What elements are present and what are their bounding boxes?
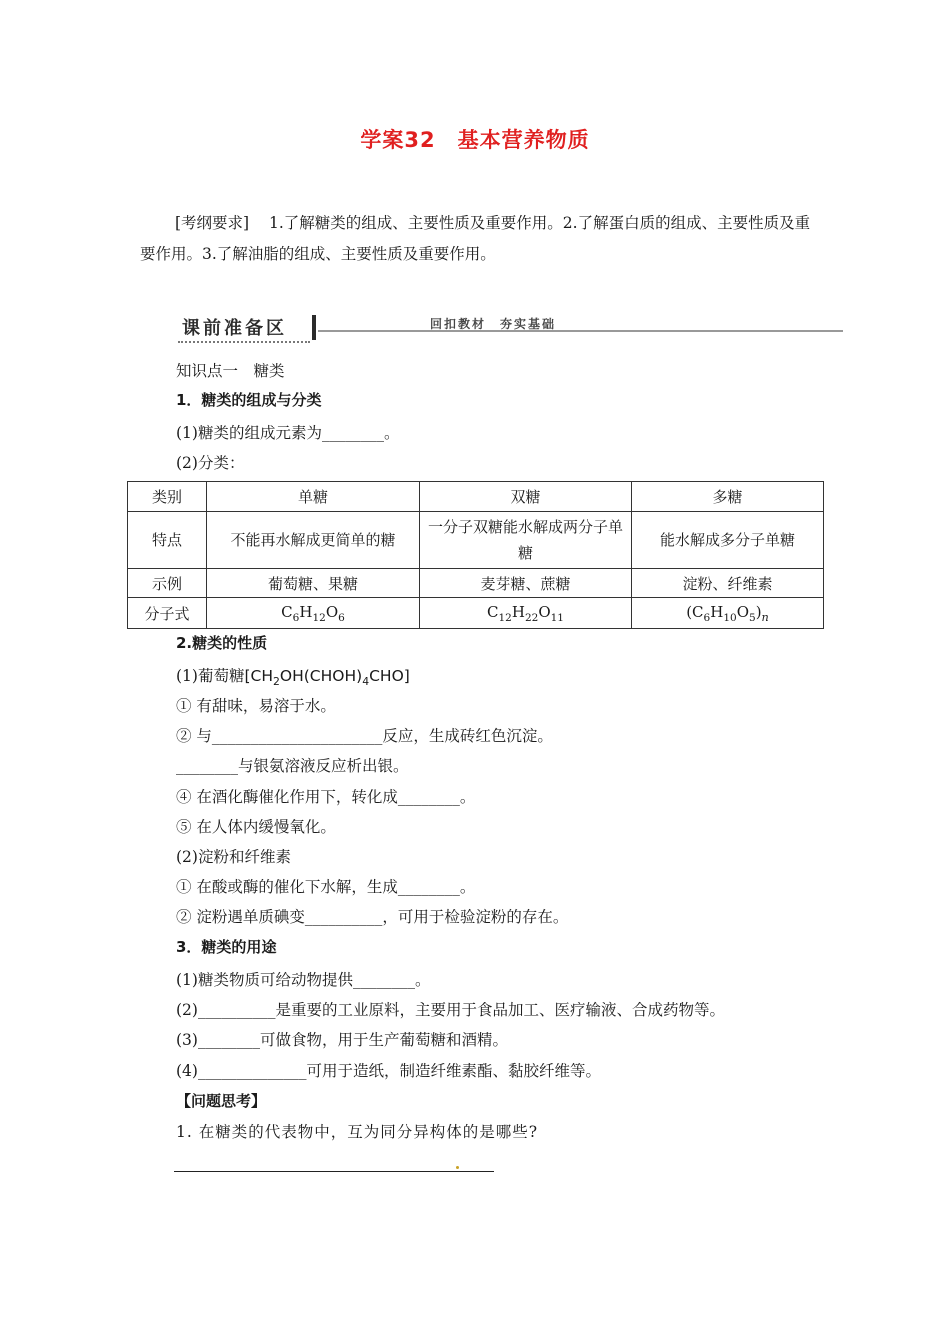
list-item: ⑤ 在人体内缓慢氧化。 [176, 818, 336, 836]
table-cell formula-cell: $(C_6H_{10}O_5)_n$ [632, 598, 824, 629]
knowledge-point: 知识点一 糖类 [176, 362, 285, 380]
banner-dotted-underline [178, 341, 310, 343]
table-cell: 葡萄糖、果糖 [207, 569, 420, 598]
question-composition: (1)糖类的组成元素为________。 [176, 424, 400, 442]
table-cell: 不能再水解成更简单的糖 [207, 512, 420, 569]
table-header-cell: 双糖 [420, 482, 632, 512]
list-item: (2)__________是重要的工业原料，主要用于食品加工、医疗输液、合成药物等。 [176, 1001, 725, 1019]
banner-title: 课前准备区 [182, 318, 287, 339]
requirements-label: [考纲要求] [175, 214, 250, 232]
question-classification: (2)分类： [176, 454, 245, 472]
table-cell: 特点 [128, 512, 207, 569]
list-item: (3)________可做食物，用于生产葡萄糖和酒精。 [176, 1031, 508, 1049]
section1-heading: 1．糖类的组成与分类 [176, 391, 322, 409]
banner-bar [312, 315, 316, 340]
table-header-cell: 单糖 [207, 482, 420, 512]
table-row [128, 598, 824, 629]
banner-rule [318, 330, 843, 332]
table-header-cell: 多糖 [632, 482, 824, 512]
list-item: (2)淀粉和纤维素 [176, 848, 291, 866]
list-item: (4)______________可用于造纸，制造纤维素酯、黏胶纤维等。 [176, 1062, 601, 1080]
table-cell: 一分子双糖能水解成两分子单糖 [420, 512, 632, 569]
page-title: 学案32 基本营养物质 [360, 128, 590, 152]
list-item: ② 淀粉遇单质碘变__________，可用于检验淀粉的存在。 [176, 908, 569, 926]
exam-requirements [140, 208, 820, 270]
table-header-row [128, 482, 824, 512]
table-cell formula-cell: $C_{12}H_{22}O_{11}$ [420, 598, 632, 629]
table-cell: 分子式 [128, 598, 207, 629]
section-banner [176, 312, 844, 346]
stray-dot [456, 1166, 459, 1169]
table-cell formula-cell: $C_6H_{12}O_6$ [207, 598, 420, 629]
list-item: ② 与______________________反应，生成砖红色沉淀。 [176, 727, 553, 745]
list-item: ① 有甜味，易溶于水。 [176, 697, 336, 715]
glucose-line [176, 664, 410, 688]
list-item: ________与银氨溶液反应析出银。 [176, 757, 409, 775]
question-section-heading: 【问题思考】 [176, 1092, 267, 1110]
table-header-cell: 类别 [128, 482, 207, 512]
list-item: ① 在酸或酶的催化下水解，生成________。 [176, 878, 476, 896]
table-cell: 麦芽糖、蔗糖 [420, 569, 632, 598]
glucose-label: (1)葡萄糖 [176, 667, 245, 685]
answer-line[interactable] [174, 1171, 494, 1172]
section2-heading: 2.糖类的性质 [176, 634, 268, 652]
glucose-formula: $[CH_2OH(CHOH)_4CHO]$ [244, 667, 410, 689]
banner-subtitle: 回扣教材 夯实基础 [430, 317, 557, 331]
table-cell: 淀粉、纤维素 [632, 569, 824, 598]
table-cell: 能水解成多分子单糖 [632, 512, 824, 569]
table-row [128, 512, 824, 569]
question-isomers: 1. 在糖类的代表物中，互为同分异构体的是哪些? [176, 1123, 539, 1141]
list-item: ④ 在酒化酶催化作用下，转化成________。 [176, 788, 476, 806]
table-row [128, 569, 824, 598]
sugar-classification-table [127, 481, 824, 629]
list-item: (1)糖类物质可给动物提供________。 [176, 971, 431, 989]
section3-heading: 3．糖类的用途 [176, 938, 277, 956]
requirements-text: 1.了解糖类的组成、主要性质及重要作用。2.了解蛋白质的组成、主要性质及重要作用。3.了解油脂的组成、主要性质及重要作用。 [140, 214, 811, 263]
table-cell: 示例 [128, 569, 207, 598]
